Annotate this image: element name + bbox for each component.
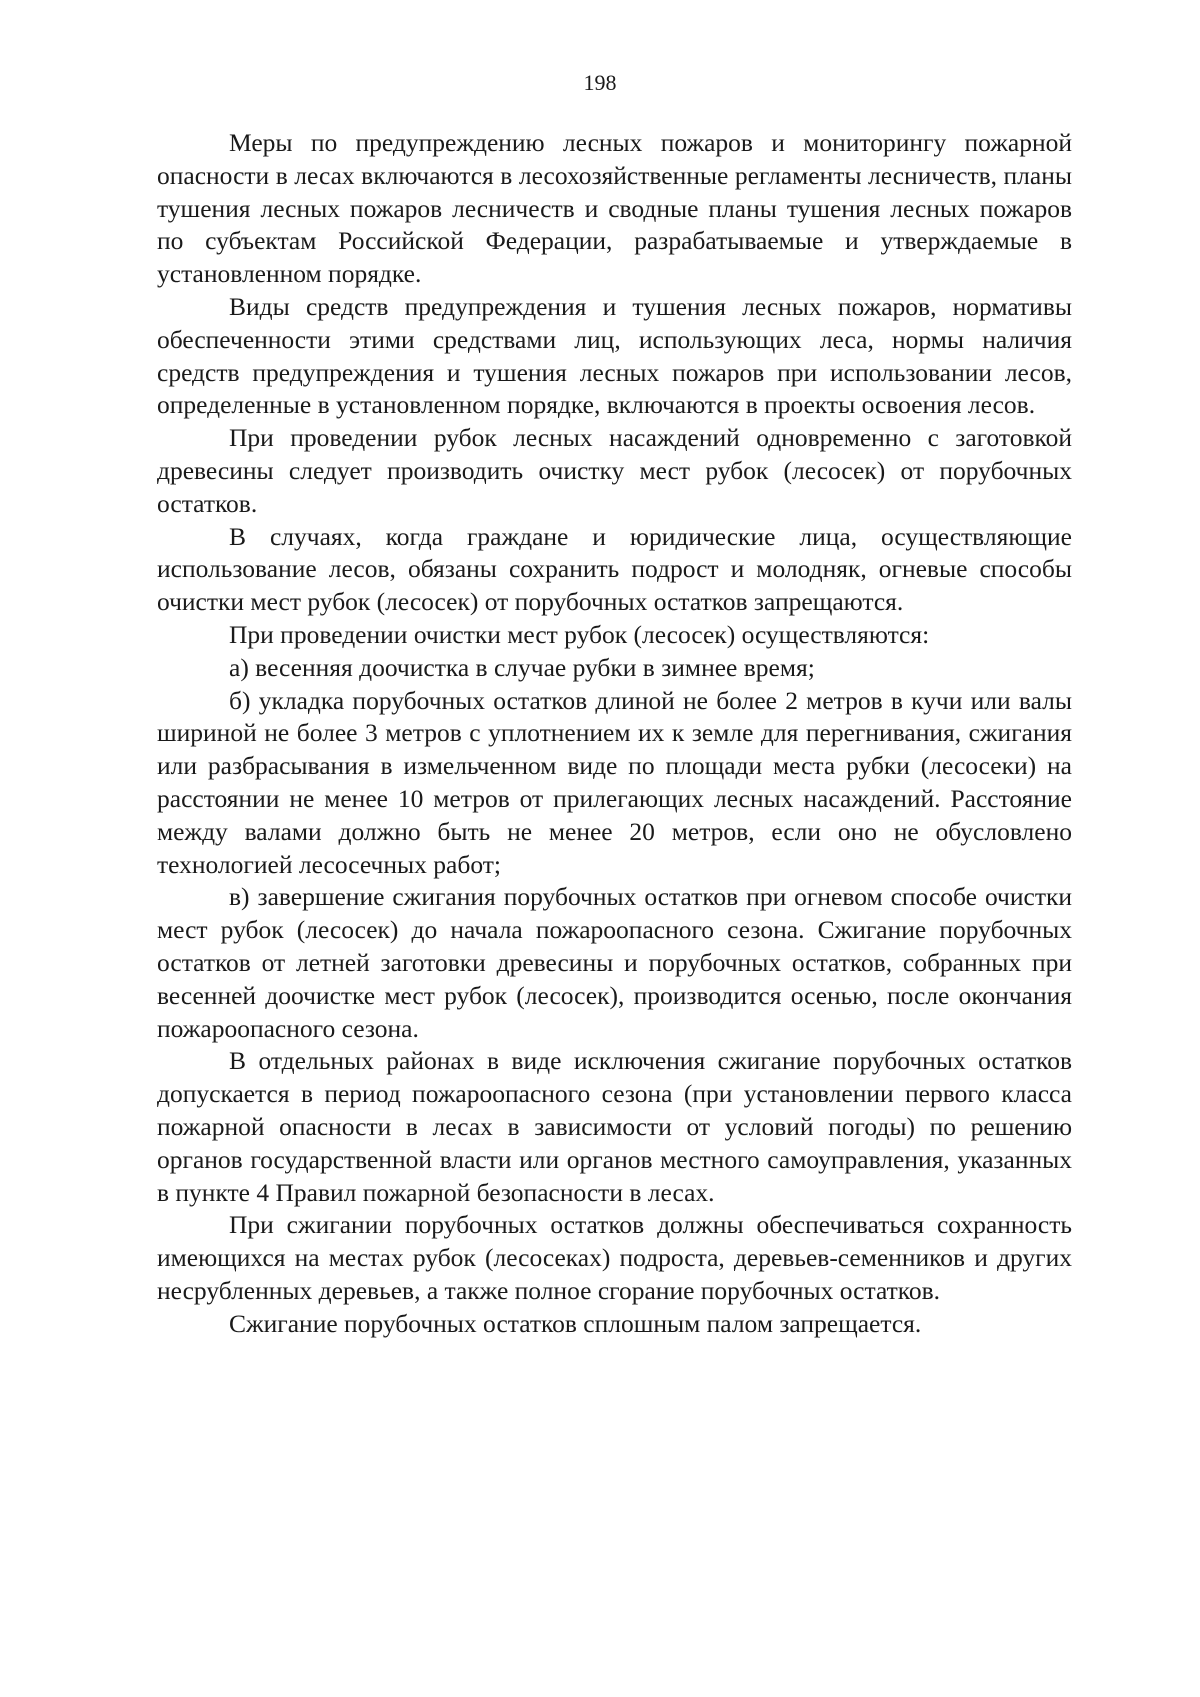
page-number: 198 [583,70,617,95]
paragraph-fire-means-norms: Виды средств предупреждения и тушения лесных пожаров, нормативы обеспеченности этими средствами лиц, использующих леса, нормы наличия средств предупреждения и тушения лесных пожаров при использовании лесов, определенные в установленном порядке, включаются в проекты освоения лесов. [157,291,1072,420]
list-item-v: в) завершение сжигания порубочных остатков при огневом способе очистки мест рубок (лесосек) до начала пожароопасного сезона. Сжигание порубочных остатков от летней заготовки древесины и порубочных остатков, собранных при весенней доочистке мест рубок (лесосек), производится осенью, после окончания пожароопасного сезона. [157,882,1072,1043]
paragraph-burning-exception: В отдельных районах в виде исключения сжигание порубочных остатков допускается в период пожароопасного сезона (при установлении первого класса пожарной опасности в лесах в зависимости от условий погоды) по решению органов государственной власти или органов местного самоуправления, указанных в пункте 4 Правил пожарной безопасности в лесах. [157,1046,1072,1207]
list-item-b: б) укладка порубочных остатков длиной не более 2 метров в кучи или валы шириной не более 3 метров с уплотнением их к земле для перегнивания, сжигания или разбрасывания в измельченном виде по площади места рубки (лесосеки) на расстоянии не менее 10 метров от прилегающих лесных насаждений. Расстояние между валами должно быть не менее 20 метров, если оно не обусловлено технологией лесосечных работ; [157,685,1072,879]
paragraph-cleanup-list-intro: При проведении очистки мест рубок (лесосек) осуществляются: [229,619,930,649]
paragraph-solid-burning-prohibited: Сжигание порубочных остатков сплошным палом запрещается. [229,1308,922,1338]
paragraph-logging-cleanup: При проведении рубок лесных насаждений одновременно с заготовкой древесины следует производить очистку мест рубок (лесосек) от порубочных остатков. [157,423,1072,518]
paragraph-fire-cleanup-prohibited: В случаях, когда граждане и юридические лица, осуществляющие использование лесов, обязаны сохранить подрост и молодняк, огневые способы очистки мест рубок (лесосек) от порубочных остатков запрещаются. [157,521,1072,617]
paragraph-burning-preservation: При сжигании порубочных остатков должны обеспечиваться сохранность имеющихся на местах рубок (лесосеках) подроста, деревьев-семенников и других несрубленных деревьев, а также полное сгорание порубочных остатков. [157,1210,1072,1305]
paragraph-fire-prevention-measures: Меры по предупреждению лесных пожаров и мониторингу пожарной опасности в лесах включаются в лесохозяйственные регламенты лесничеств, планы тушения лесных пожаров лесничеств и сводные планы тушения лесных пожаров по субъектам Российской Федерации, разрабатываемые и утверждаемые в установленном порядке. [157,128,1072,289]
document-body [157,127,1072,1340]
list-item-a: а) весенняя доочистка в случае рубки в зимнее время; [229,652,815,682]
